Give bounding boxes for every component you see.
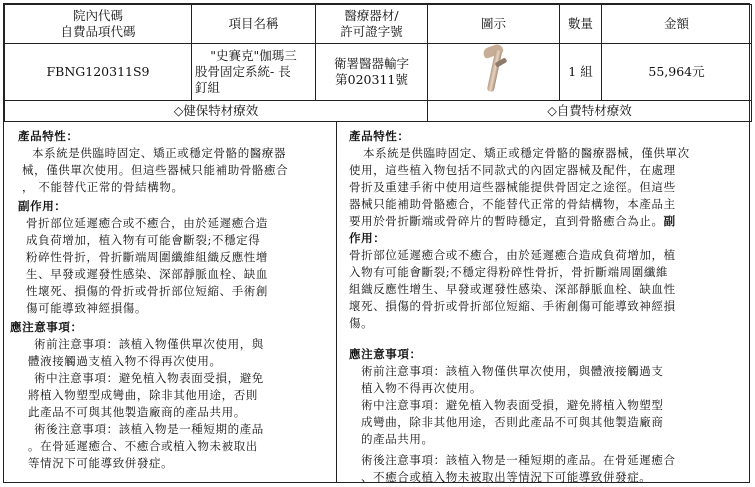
right-side-line: 組織反應性增生、早發或遲發性感染、深部靜脈血栓、缺血性	[349, 282, 676, 296]
item-quantity: 1 組	[560, 44, 602, 101]
left-side-line: 骨折部位延遲癒合或不癒合，由於延遲癒合造	[26, 216, 268, 230]
left-side-line: 性壞死、損傷的骨折或骨折部位短縮、手術創	[26, 284, 268, 298]
item-image	[428, 44, 560, 101]
right-side-line: 入物有可能會斷裂;不穩定得粉碎性骨折，骨折斷端周圍纖維	[349, 265, 669, 279]
item-name: "史賽克"伽瑪三 股骨固定系統- 長 釘組	[192, 44, 316, 101]
item-license: 衛署醫器輸字 第020311號	[316, 44, 428, 101]
left-side-effects-title: 副作用：	[18, 199, 67, 213]
header-item-name: 項目名稱	[192, 5, 316, 44]
right-caution-line: 的產品共用。	[361, 432, 434, 446]
item-code: FBNG120311S9	[5, 44, 192, 101]
left-features-line: 械，僅供單次使用。但這些器械只能補助骨骼癒合	[22, 163, 289, 177]
item-amount: 55,964元	[602, 44, 752, 101]
right-caution-line: 術前注意事項：該植入物僅供單次使用，與體液接觸過支	[361, 364, 664, 378]
right-side-line: 壞死、損傷的骨折或骨折部位短縮、手術創傷可能導致神經損	[349, 299, 676, 313]
item-table	[4, 4, 752, 122]
femoral-nail-implant-image	[479, 46, 509, 94]
right-caution-line: 、不癒合或植入物未被取出等情況下可能導致併發症。	[361, 470, 652, 484]
left-features-line: 本系統是供臨時固定、矯正或穩定骨骼的醫療器	[32, 146, 287, 160]
right-caution-line: 術後注意事項：該植入物是一種短期的產品。在骨延遲癒合	[361, 453, 676, 467]
right-side-line: 骨折部位延遲癒合或不癒合，由於延遲癒合造成負荷增加，植	[349, 248, 676, 262]
left-caution-line: 體液接觸過支植入物不得再次使用。	[28, 354, 222, 368]
right-side-line: 傷。	[349, 316, 374, 330]
left-caution-line: 術前注意事項：該植入物僅供單次使用，與	[34, 337, 264, 351]
left-features-line: ， 不能替代正常的骨結構物。	[22, 180, 184, 194]
header-amount: 金額	[602, 5, 752, 44]
item-sheet	[3, 3, 750, 483]
left-side-line: 粉碎性骨折，骨折斷端周圍纖維組織反應性增	[26, 250, 268, 264]
nhi-description	[4, 122, 337, 483]
right-side-effects-title-a: 副	[663, 214, 676, 228]
description-columns	[4, 122, 751, 483]
coverage-nhi: ◇健保特材療效	[5, 101, 428, 122]
left-caution-line: 將植入物塑型成彎曲，除非其他用途，否則	[28, 388, 258, 402]
left-features-title: 產品特性：	[18, 129, 79, 143]
right-side-effects-title: 作用：	[349, 231, 386, 245]
left-caution-line: 術後注意事項：該植入物是一種短期的產品	[34, 422, 264, 436]
left-caution-line: 此產品不可與其他製造廠商的產品共用。	[28, 405, 246, 419]
header-row	[5, 5, 752, 44]
left-side-line: 成負荷增加，植入物有可能會斷裂;不穩定得	[26, 233, 261, 247]
right-features-title: 產品特性：	[349, 129, 410, 143]
right-features-line: 骨折及重建手術中使用這些器械能提供骨固定之途徑。但這些	[349, 180, 676, 194]
item-row	[5, 44, 752, 101]
left-side-line: 傷可能導致神經損傷。	[26, 301, 147, 315]
left-side-line: 生、早發或遲發性感染、深部靜脈血栓、缺血	[26, 267, 268, 281]
left-caution-title: 應注意事項：	[10, 320, 83, 334]
left-caution-line: 等情況下可能導致併發症。	[28, 456, 174, 470]
coverage-row	[5, 101, 752, 122]
right-features-line: 要用於骨折斷端或骨碎片的暫時穩定，直到骨骼癒合為止。副	[349, 214, 676, 228]
left-caution-line: 。在骨延遲癒合、不癒合或植入物未被取出	[28, 439, 258, 453]
right-caution-line: 術中注意事項：避免植入物表面受損，避免將植入物塑型	[361, 398, 664, 412]
header-code: 院內代碼 自費品項代碼	[5, 5, 192, 44]
header-illustration: 圖示	[428, 5, 560, 44]
right-features-line: 本系統是供臨時固定、矯正或穩定骨骼的醫療器械，僅供單次	[363, 146, 690, 160]
header-quantity: 數量	[560, 5, 602, 44]
right-caution-line: 植入物不得再次使用。	[361, 381, 482, 395]
right-caution-line: 成彎曲，除非其他用途，否則此產品不可與其他製造廠商	[361, 415, 664, 429]
right-caution-title: 應注意事項：	[349, 347, 422, 361]
self-pay-description	[337, 122, 749, 483]
right-features-line: 使用，這些植入物包括不同款式的內固定器械及配件，在處理	[349, 163, 676, 177]
left-caution-line: 術中注意事項：避免植入物表面受損，避免	[34, 371, 264, 385]
right-features-line: 器械只能補助骨骼癒合，不能替代正常的骨結構物，本產品主	[349, 197, 676, 211]
header-device-license: 醫療器材/ 許可證字號	[316, 5, 428, 44]
coverage-self-pay: ◇自費特材療效	[428, 101, 752, 122]
